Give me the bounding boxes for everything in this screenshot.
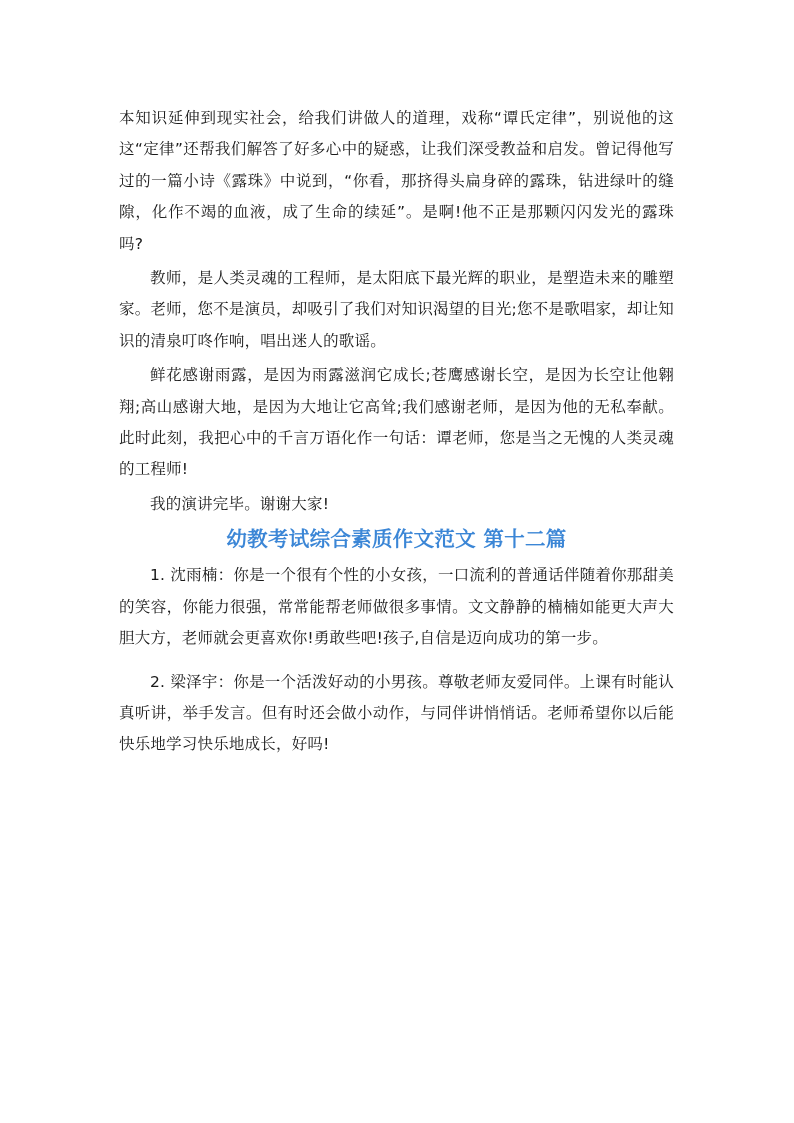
item-text: 梁泽宇：你是一个活泼好动的小男孩。尊敬老师友爱同伴。上课有时能认真听讲，举手发言。但有时还会做小动作，与同伴讲悄悄话。老师希望你以后能快乐地学习快乐地成长，好吗! [119, 672, 674, 754]
paragraph-teacher-engineer: 教师，是人类灵魂的工程师，是太阳底下最光辉的职业，是塑造未来的雕塑家。老师，您不是演员，却吸引了我们对知识渴望的目光;您不是歌唱家，却让知识的清泉叮咚作响，唱出迷人的歌谣。 [119, 269, 674, 350]
paragraph-closing: 我的演讲完毕。谢谢大家! [150, 494, 330, 513]
paragraph-gratitude: 鲜花感谢雨露，是因为雨露滋润它成长;苍鹰感谢长空，是因为长空让他翱翔;高山感谢大地，是因为大地让它高耸;我们感谢老师，是因为他的无私奉献。此时此刻，我把心中的千言万语化作一句话：谭老师，您是当之无愧的人类灵魂的工程师! [119, 366, 674, 479]
comment-item-1 [119, 560, 674, 654]
paragraph-tan-law: 本知识延伸到现实社会，给我们讲做人的道理，戏称“谭氏定律”，别说他的这这“定律”还帮我们解答了好多心中的疑惑，让我们深受教益和启发。曾记得他写过的一篇小诗《露珠》中说到，“你看，那挤得头扁身碎的露珠，钻进绿叶的缝隙，化作不竭的血液，成了生命的续延”。是啊!他不正是那颗闪闪发光的露珠吗? [119, 109, 674, 253]
comment-item-2 [119, 667, 674, 761]
item-number: 1. [150, 566, 166, 585]
item-text: 沈雨楠：你是一个很有个性的小女孩，一口流利的普通话伴随着你那甜美的笑容，你能力很强，常常能帮老师做很多事情。文文静静的楠楠如能更大声大胆大方，老师就会更喜欢你!勇敢些吧!孩子,自信是迈向成功的第一步。 [119, 566, 674, 648]
document-body [119, 103, 674, 761]
section-heading: 幼教考试综合素质作文范文 第十二篇 [226, 527, 567, 552]
item-number: 2. [150, 672, 166, 691]
